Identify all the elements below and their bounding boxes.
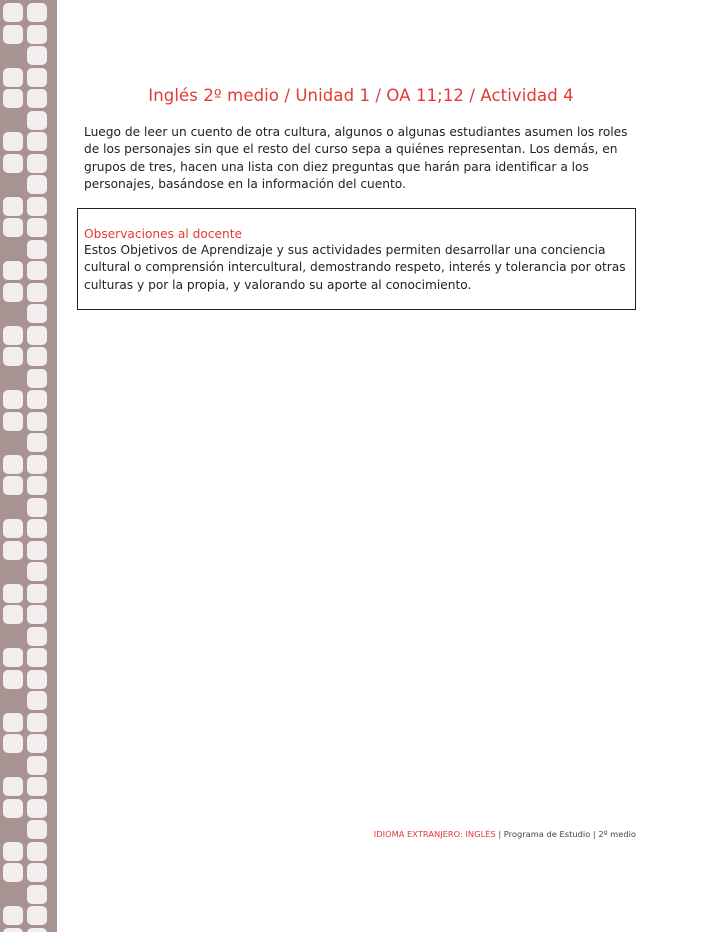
strip-cell	[3, 390, 23, 409]
footer-separator: |	[495, 829, 504, 839]
strip-cell	[27, 46, 47, 65]
strip-cell	[3, 68, 23, 87]
strip-cell	[3, 605, 23, 624]
strip-cell	[27, 111, 47, 130]
strip-cell	[27, 799, 47, 818]
strip-cell	[27, 175, 47, 194]
strip-cell	[27, 218, 47, 237]
strip-cell	[3, 347, 23, 366]
strip-cell	[3, 25, 23, 44]
strip-cell	[3, 734, 23, 753]
strip-cell	[27, 863, 47, 882]
strip-cell	[27, 369, 47, 388]
strip-cell	[3, 283, 23, 302]
decorative-side-strip	[0, 0, 57, 932]
strip-cell	[27, 89, 47, 108]
strip-cell	[27, 885, 47, 904]
strip-cell	[27, 25, 47, 44]
strip-cell	[3, 799, 23, 818]
strip-cell	[3, 132, 23, 151]
strip-cell	[27, 562, 47, 581]
strip-cell	[3, 197, 23, 216]
strip-cell	[27, 412, 47, 431]
strip-cell	[27, 240, 47, 259]
strip-cell	[3, 713, 23, 732]
strip-cell	[27, 455, 47, 474]
strip-cell	[27, 734, 47, 753]
strip-cell	[3, 519, 23, 538]
strip-cell	[27, 476, 47, 495]
strip-cell	[27, 756, 47, 775]
strip-cell	[27, 842, 47, 861]
strip-cell	[27, 670, 47, 689]
observations-text: Estos Objetivos de Aprendizaje y sus actividades permiten desarrollar una conciencia cultural o comprensión intercultural, demostrando respeto, interés y tolerancia por otras culturas y por la propia, y valorando su aporte al conocimiento.	[84, 243, 626, 292]
strip-cell	[27, 627, 47, 646]
footer-program: Programa de Estudio	[503, 829, 591, 839]
strip-cell	[3, 218, 23, 237]
strip-cell	[3, 863, 23, 882]
strip-cell	[3, 455, 23, 474]
strip-cell	[27, 498, 47, 517]
footer-grade: 2º medio	[598, 829, 636, 839]
strip-cell	[27, 132, 47, 151]
strip-cell	[3, 154, 23, 173]
strip-cell	[27, 605, 47, 624]
observations-box	[77, 208, 636, 310]
strip-cell	[3, 906, 23, 925]
strip-cell	[27, 261, 47, 280]
strip-cell	[3, 326, 23, 345]
strip-cell	[3, 670, 23, 689]
strip-cell	[27, 326, 47, 345]
footer-separator-2: |	[590, 829, 599, 839]
strip-cell	[27, 713, 47, 732]
strip-cell	[3, 777, 23, 796]
strip-cell	[27, 691, 47, 710]
strip-cell	[27, 777, 47, 796]
strip-cell	[27, 3, 47, 22]
page-title: Inglés 2º medio / Unidad 1 / OA 11;12 / Actividad 4	[148, 86, 574, 105]
strip-cell	[27, 347, 47, 366]
strip-cell	[3, 89, 23, 108]
observations-title: Observaciones al docente	[84, 227, 242, 241]
strip-cell	[3, 412, 23, 431]
strip-cell	[27, 68, 47, 87]
strip-cell	[27, 390, 47, 409]
strip-cell	[3, 928, 23, 932]
strip-cell	[27, 584, 47, 603]
strip-cell	[27, 541, 47, 560]
strip-cell	[27, 154, 47, 173]
strip-cell	[27, 648, 47, 667]
strip-cell	[3, 842, 23, 861]
strip-cell	[27, 906, 47, 925]
strip-cell	[27, 928, 47, 932]
strip-cell	[27, 433, 47, 452]
strip-cell	[3, 261, 23, 280]
strip-cell	[27, 197, 47, 216]
page-footer	[350, 829, 636, 839]
activity-description: Luego de leer un cuento de otra cultura, algunos o algunas estudiantes asumen los roles de los personajes sin que el resto del curso sepa a quiénes representan. Los demás, en grupos de tres, hacen una lista con diez preguntas que harán para identificar a los personajes, basándose en la información del cuento.	[84, 125, 628, 191]
strip-cell	[27, 820, 47, 839]
strip-cell	[27, 304, 47, 323]
strip-cell	[3, 476, 23, 495]
footer-subject: IDIOMA EXTRANJERO: INGLÉS	[373, 829, 496, 839]
strip-cell	[27, 283, 47, 302]
strip-cell	[3, 3, 23, 22]
strip-cell	[3, 648, 23, 667]
strip-cell	[3, 584, 23, 603]
strip-cell	[3, 541, 23, 560]
strip-cell	[27, 519, 47, 538]
